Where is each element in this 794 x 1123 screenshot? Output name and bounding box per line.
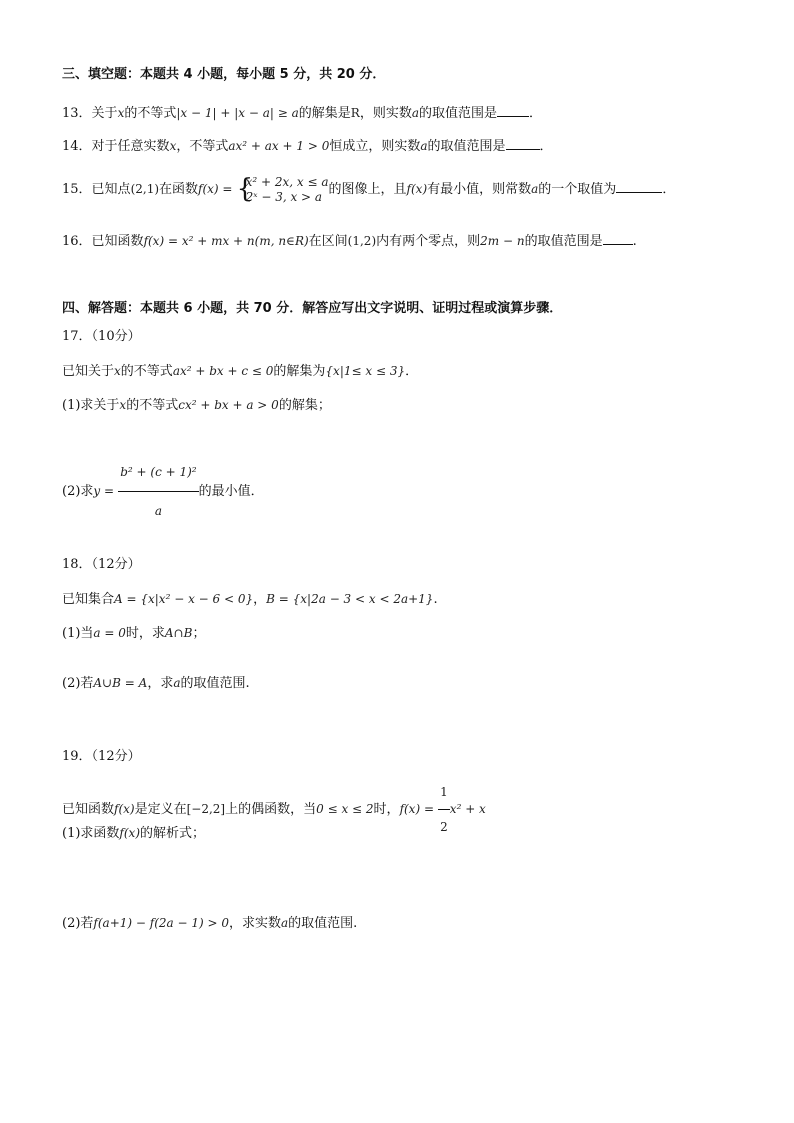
q15-point: (2,1) — [130, 182, 160, 196]
question-14 — [62, 137, 553, 156]
q17-text-3: 的解集为 — [273, 364, 326, 379]
q15-text-2: 在函数 — [159, 182, 199, 197]
q18-p2-text-a: (2)若 — [62, 676, 94, 691]
q18-p1-text-c: ； — [192, 626, 206, 641]
q18-set-A: A = {x|x² − x − 6 < 0} — [114, 592, 254, 606]
q14-text-3: 恒成立，则实数 — [329, 139, 421, 154]
section-fill-title: 三、填空题：本题共 4 小题，每小题 5 分，共 20 分． — [62, 67, 386, 82]
q19-text-1: 已知函数 — [62, 802, 115, 817]
q13-end: ． — [529, 106, 543, 121]
q17-text-1: 已知关于 — [62, 364, 115, 379]
q17-p1-text-c: 的解集； — [278, 398, 331, 413]
q15-text-3: 的图像上，且 — [328, 182, 407, 197]
q15-text-5: 的一个取值为 — [538, 182, 617, 197]
q19-frac-numerator: 1 — [438, 776, 450, 810]
q17-p1-var-x: x — [119, 398, 127, 412]
q19-text-4: 时， — [373, 802, 400, 817]
q14-number: 14． — [62, 139, 92, 154]
q18-p1-condition: a = 0 — [93, 626, 126, 640]
section-solve-title: 四、解答题：本题共 6 小题，共 70 分．解答应写出文字说明、证明过程或演算步骤． — [62, 301, 563, 316]
q17-text-2: 的不等式 — [120, 364, 173, 379]
q14-var-a: a — [420, 139, 428, 153]
q17-p2-fraction — [118, 454, 198, 529]
q17-p2-text-b: 的最小值． — [198, 484, 264, 499]
q19-p2-text-a: (2)若 — [62, 916, 94, 931]
q19-function-def: f(x) = — [399, 802, 435, 816]
q19-p1-text-a: (1)求函数 — [62, 826, 120, 841]
q19-domain: [−2,2] — [186, 802, 226, 816]
q15-text-4: 有最小值，则常数 — [427, 182, 532, 197]
q19-p1-function: f(x) — [119, 826, 140, 840]
q18-end: . — [433, 592, 438, 607]
q16-function-expr: f(x) = x² + mx + n(m, n∈R) — [143, 234, 309, 248]
q17-part-2 — [62, 454, 264, 529]
q17-p2-text-a: (2)求 — [62, 484, 94, 499]
q15-case-1: x² + 2x, x ≤ a — [245, 174, 329, 189]
q19-text-2: 是定义在 — [134, 802, 187, 817]
q14-inequality: ax² + ax + 1 > 0 — [228, 139, 330, 153]
q13-text-3: 的解集是 — [298, 106, 351, 121]
q19-p1-text-b: 的解析式； — [140, 826, 206, 841]
q18-heading: 18．（12分） — [62, 557, 141, 572]
q15-piecewise — [237, 175, 329, 205]
q19-function-name: f(x) — [114, 802, 135, 816]
q18-p2-text-b: ，求 — [147, 676, 174, 691]
q14-answer-blank[interactable] — [506, 137, 540, 150]
q17-part-1 — [62, 396, 331, 415]
q18-p2-text-c: 的取值范围. — [180, 676, 250, 691]
q14-var-x: x — [169, 139, 177, 153]
q15-brace-icon: { — [236, 173, 254, 204]
q19-function-tail: x² + x — [449, 802, 486, 816]
q13-text-5: 的取值范围是 — [418, 106, 497, 121]
q14-text-4: 的取值范围是 — [427, 139, 506, 154]
q17-p2-y: y = — [93, 484, 115, 498]
question-13 — [62, 104, 542, 123]
q17-p1-text-a: (1)求关于 — [62, 398, 120, 413]
q18-p2-var-a: a — [173, 676, 181, 690]
q18-set-B: B = {x|2a − 3 < x < 2a+1} — [266, 592, 434, 606]
q18-part-2 — [62, 674, 250, 693]
q17-p2-denominator: a — [154, 504, 162, 518]
q18-p1-text-a: (1)当 — [62, 626, 94, 641]
q13-inequality: |x − 1| + |x − a| ≥ a — [176, 106, 299, 120]
q16-interval: (1,2) — [347, 234, 377, 248]
q13-text-2: 的不等式 — [124, 106, 177, 121]
q16-text-1: 已知函数 — [91, 234, 144, 249]
q16-expr-2m-n: 2m − n — [480, 234, 525, 248]
q15-function-name: f(x) = — [198, 182, 233, 196]
q17-heading: 17．（10分） — [62, 329, 141, 344]
q19-p2-inequality: f(a+1) − f(2a − 1) > 0 — [93, 916, 229, 930]
q17-stem — [62, 362, 418, 381]
q17-end: ． — [405, 364, 419, 379]
q19-part-2 — [62, 914, 357, 933]
q13-text-1: 关于 — [91, 106, 118, 121]
q19-text-3: 上的偶函数，当 — [225, 802, 317, 817]
q17-p1-text-b: 的不等式 — [126, 398, 179, 413]
q17-p1-inequality: cx² + bx + a > 0 — [178, 398, 279, 412]
q19-p2-text-c: 的取值范围. — [288, 916, 358, 931]
question-15 — [62, 172, 675, 207]
q15-number: 15． — [62, 182, 92, 197]
q18-part-1 — [62, 624, 205, 643]
q14-end: ． — [539, 139, 553, 154]
q16-text-3: 内有两个零点，则 — [376, 234, 481, 249]
q19-part-1 — [62, 824, 205, 843]
q18-p1-text-b: 时，求 — [125, 626, 165, 641]
q18-p2-condition: A∪B = A — [93, 676, 148, 690]
q19-fraction — [438, 776, 450, 843]
q18-stem — [62, 590, 438, 609]
q16-end: . — [632, 234, 637, 249]
q18-text-1: 已知集合 — [62, 592, 115, 607]
q18-p1-intersection: A∩B — [164, 626, 193, 640]
q13-var-x: x — [117, 106, 125, 120]
q19-heading: 19．（12分） — [62, 749, 141, 764]
q18-sep: ， — [253, 592, 267, 607]
q14-text-1: 对于任意实数 — [91, 139, 170, 154]
q19-frac-denominator: 2 — [440, 820, 448, 834]
q17-inequality: ax² + bx + c ≤ 0 — [172, 364, 274, 378]
q13-text-4: ，则实数 — [359, 106, 412, 121]
q15-text-1: 已知点 — [91, 182, 131, 197]
q13-answer-blank[interactable] — [497, 104, 529, 117]
q15-var-a: a — [531, 182, 539, 196]
q19-p2-text-b: ，求实数 — [228, 916, 281, 931]
q17-solution-set: {x|1≤ x ≤ 3} — [325, 364, 406, 378]
q13-var-a: a — [411, 106, 419, 120]
q15-case-2: 2ˣ − 3, x > a — [245, 189, 323, 204]
q15-end: ． — [662, 182, 676, 197]
q16-answer-blank[interactable] — [603, 232, 633, 245]
q16-text-4: 的取值范围是 — [524, 234, 603, 249]
q15-answer-blank[interactable] — [616, 180, 662, 193]
q13-number: 13． — [62, 106, 92, 121]
q17-p2-numerator: b² + (c + 1)² — [118, 454, 198, 492]
q17-var-x: x — [114, 364, 121, 378]
q15-function-ref: f(x) — [406, 182, 428, 196]
q13-real-set: R — [350, 106, 360, 120]
q14-text-2: ，不等式 — [176, 139, 229, 154]
q19-p2-var-a: a — [281, 916, 289, 930]
q16-text-2: 在区间 — [308, 234, 348, 249]
q19-condition: 0 ≤ x ≤ 2 — [316, 802, 374, 816]
q16-number: 16． — [62, 234, 92, 249]
question-16 — [62, 232, 637, 251]
